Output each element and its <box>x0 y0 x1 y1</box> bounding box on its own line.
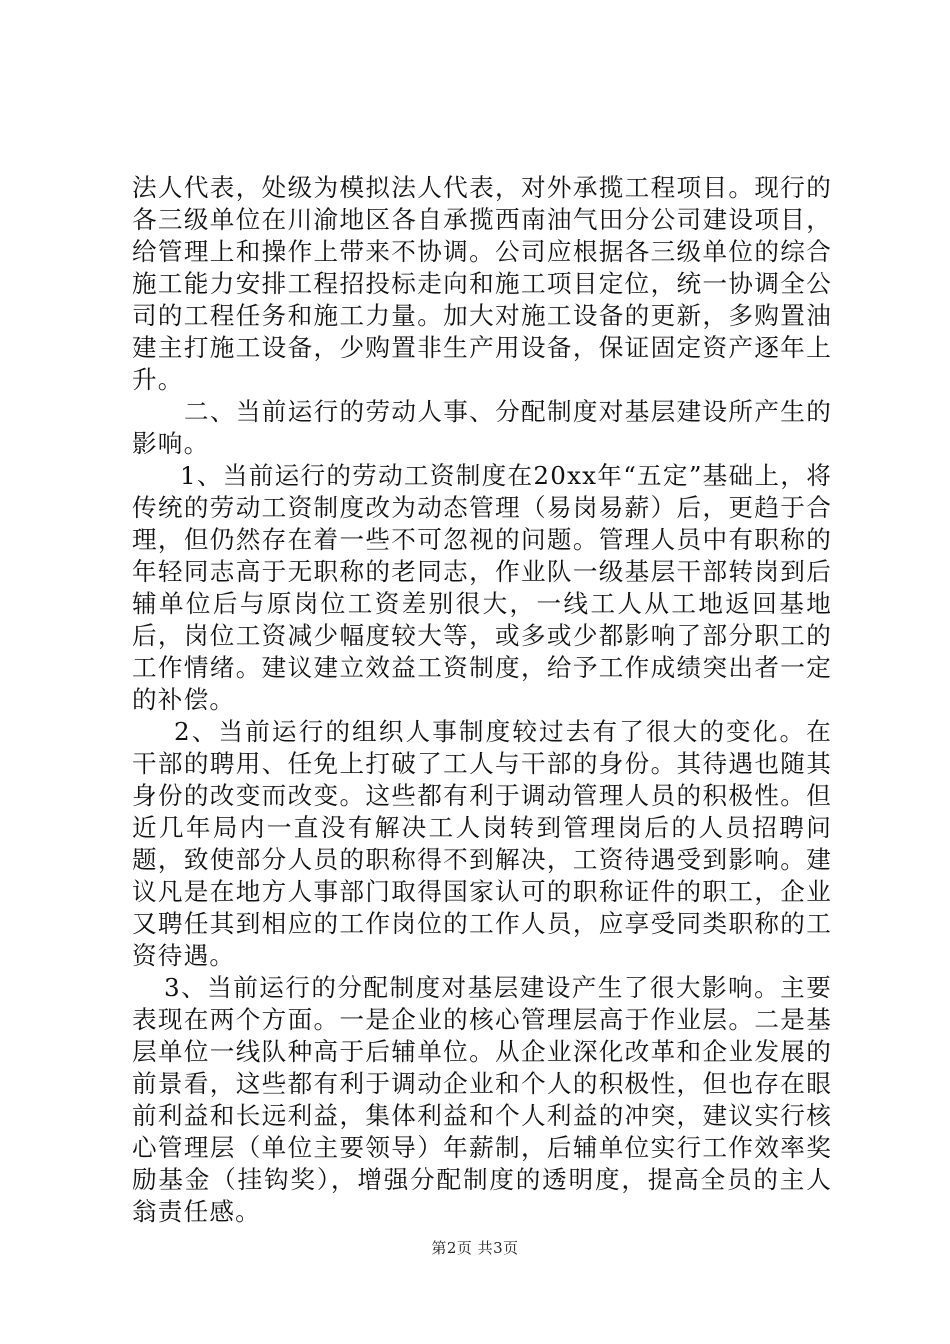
paragraph-4: 2、当前运行的组织人事制度较过去有了很大的变化。在干部的聘用、任免上打破了工人与干部的身份。其待遇也随其身份的改变而改变。这些都有利于调动管理人员的积极性。但近几年局内一直没有解决工人岗转到管理岗后的人员招聘问题，致使部分人员的职称得不到解决，工资待遇受到影响。建议凡是在地方人事部门取得国家认可的职称证件的职工，企业又聘任其到相应的工作岗位的工作人员，应享受同类职称的工资待遇。 <box>132 717 832 970</box>
paragraph-1: 法人代表，处级为模拟法人代表，对外承揽工程项目。现行的各三级单位在川渝地区各自承揽西南油气田分公司建设项目，给管理上和操作上带来不协调。公司应根据各三级单位的综合施工能力安排工程招投标走向和施工项目定位，统一协调全公司的工程任务和施工力量。加大对施工设备的更新，多购置油建主打施工设备，少购置非生产用设备，保证固定资产逐年上升。 <box>132 173 832 394</box>
paragraph-5: 3、当前运行的分配制度对基层建设产生了很大影响。主要表现在两个方面。一是企业的核心管理层高于作业层。二是基层单位一线队种高于后辅单位。从企业深化改革和企业发展的前景看，这些都有利于调动企业和个人的积极性，但也存在眼前利益和长远利益，集体利益和个人利益的冲突，建议实行核心管理层（单位主要领导）年薪制，后辅单位实行工作效率奖励基金（挂钩奖），增强分配制度的透明度，提高全员的主人翁责任感。 <box>132 973 832 1226</box>
paragraph-3: 1、当前运行的劳动工资制度在20xx年“五定”基础上，将传统的劳动工资制度改为动态管理（易岗易薪）后，更趋于合理，但仍然存在着一些不可忽视的问题。管理人员中有职称的年轻同志高于无职称的老同志，作业队一级基层干部转岗到后辅单位后与原岗位工资差别很大，一线工人从工地返回基地后，岗位工资减少幅度较大等，或多或少都影响了部分职工的工作情绪。建议建立效益工资制度，给予工作成绩突出者一定的补偿。 <box>132 461 832 714</box>
paragraph-2-heading: 二、当前运行的劳动人事、分配制度对基层建设所产生的影响。 <box>132 397 832 458</box>
page-footer: 第2页 共3页 <box>431 1239 519 1257</box>
document-body <box>132 172 832 1228</box>
